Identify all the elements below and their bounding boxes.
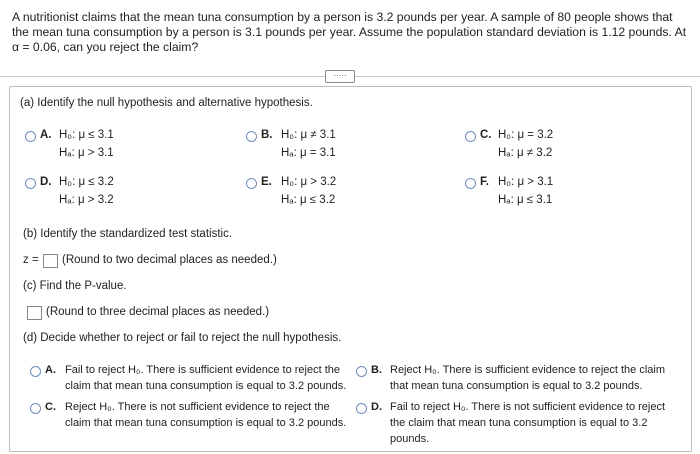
option-text (390, 362, 685, 394)
radio-a-option-c[interactable] (465, 131, 476, 142)
radio-a-option-a[interactable] (25, 131, 36, 142)
option-line: claim that mean tuna consumption is equal to 3.2 pounds. (65, 417, 347, 429)
option-line: Reject H₀. There is not sufficient evidence to reject the (65, 401, 330, 413)
radio-a-option-e[interactable] (246, 178, 257, 189)
radio-a-option-d[interactable] (25, 178, 36, 189)
null-hypothesis: H₀: μ > 3.2 (281, 176, 337, 188)
radio-d-option-b[interactable] (356, 366, 367, 377)
option-letter: C. (480, 129, 492, 141)
null-hypothesis: H₀: μ ≤ 3.2 (59, 176, 114, 188)
option-text (390, 399, 685, 447)
problem-statement: A nutritionist claims that the mean tuna consumption by a person is 3.2 pounds per year. A sample of 80 people shows that the mean tuna consumption by a person is 3.1 pounds per year. Assume the population standard deviation is 1.12 pounds. At α = 0.06, can you reject the claim? (12, 10, 687, 54)
radio-d-option-a[interactable] (30, 366, 41, 377)
alt-hypothesis: Hₐ: μ ≤ 3.1 (498, 194, 553, 206)
part-c-prompt: (c) Find the P-value. (23, 280, 127, 292)
alt-hypothesis: Hₐ: μ > 3.2 (59, 194, 114, 206)
part-a-prompt: (a) Identify the null hypothesis and alternative hypothesis. (20, 97, 313, 109)
option-letter: C. (45, 401, 56, 413)
radio-a-option-f[interactable] (465, 178, 476, 189)
option-letter: B. (371, 364, 382, 376)
p-value-input[interactable] (27, 306, 42, 320)
radio-a-option-b[interactable] (246, 131, 257, 142)
option-letter: A. (45, 364, 56, 376)
option-text (65, 399, 355, 431)
option-line: pounds. (390, 433, 430, 445)
alt-hypothesis: Hₐ: μ > 3.1 (59, 147, 114, 159)
option-line: the claim that mean tuna consumption is equal to 3.2 (390, 417, 648, 429)
option-line: Fail to reject H₀. There is not sufficient evidence to reject (390, 401, 666, 413)
z-label: z = (23, 254, 39, 266)
null-hypothesis: H₀: μ ≤ 3.1 (59, 129, 114, 141)
null-hypothesis: H₀: μ ≠ 3.1 (281, 129, 336, 141)
part-c-hint: (Round to three decimal places as needed.) (46, 306, 270, 318)
part-d-prompt: (d) Decide whether to reject or fail to reject the null hypothesis. (23, 332, 342, 344)
null-hypothesis: H₀: μ = 3.2 (498, 129, 554, 141)
z-answer-input[interactable] (43, 254, 58, 268)
option-letter: D. (40, 176, 52, 188)
option-text (65, 362, 355, 394)
option-letter: D. (371, 401, 382, 413)
radio-d-option-c[interactable] (30, 403, 41, 414)
part-b-hint: (Round to two decimal places as needed.) (62, 254, 277, 266)
option-line: Reject H₀. There is sufficient evidence to reject the claim (390, 364, 666, 376)
part-b-prompt: (b) Identify the standardized test statistic. (23, 228, 233, 240)
alt-hypothesis: Hₐ: μ = 3.1 (281, 147, 336, 159)
option-letter: A. (40, 129, 52, 141)
option-line: that mean tuna consumption is equal to 3.2 pounds. (390, 380, 643, 392)
option-line: claim that mean tuna consumption is equal to 3.2 pounds. (65, 380, 347, 392)
option-letter: E. (261, 176, 272, 188)
option-letter: B. (261, 129, 273, 141)
alt-hypothesis: Hₐ: μ ≤ 3.2 (281, 194, 336, 206)
radio-d-option-d[interactable] (356, 403, 367, 414)
alt-hypothesis: Hₐ: μ ≠ 3.2 (498, 147, 553, 159)
null-hypothesis: H₀: μ > 3.1 (498, 176, 554, 188)
expand-button[interactable]: ····· (325, 70, 355, 83)
option-line: Fail to reject H₀. There is sufficient evidence to reject the (65, 364, 341, 376)
option-letter: F. (480, 176, 489, 188)
